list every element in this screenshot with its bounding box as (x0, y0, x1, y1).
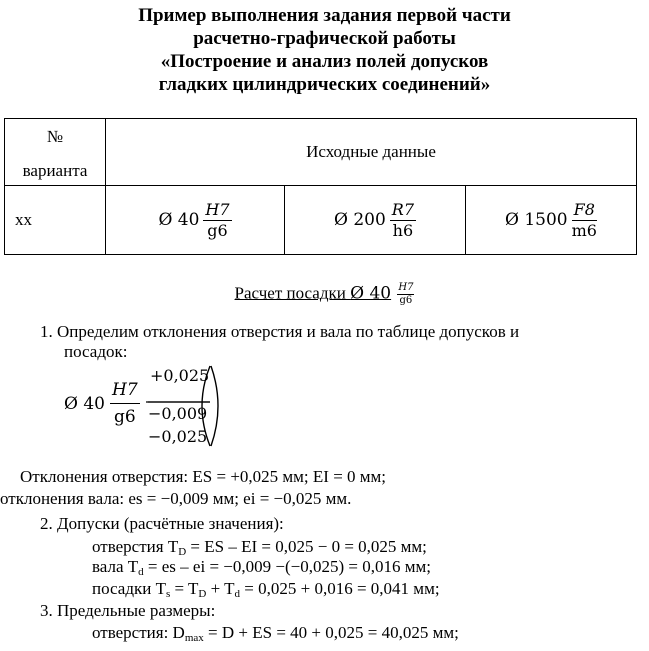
hole-deviations: Отклонения отверстия: ES = +0,025 мм; EI = 0 мм; (20, 467, 387, 486)
title-line-4: гладких цилиндрических соединений» (158, 74, 491, 95)
document-title (0, 4, 649, 96)
variant-number-header (5, 119, 106, 186)
title-line-3: «Построение и анализ полей допусков (160, 51, 489, 72)
fit-cell-2 (285, 186, 466, 255)
fit-calculation-heading (0, 283, 649, 306)
hole-upper-deviation: +0,025 (150, 366, 210, 385)
fit-shaft: m6 (571, 220, 597, 240)
fit-diameter: Ø 1500 (505, 210, 568, 230)
fit-tolerance: посадки $T_s = T_D + T_d = 0,025 + 0,016 = 0,041$ мм; (92, 579, 440, 600)
fit-diameter: Ø 200 (333, 210, 386, 230)
deviation-formula (64, 364, 234, 448)
heading-shaft: g6 (399, 295, 413, 306)
source-data-header: Исходные данные (106, 119, 637, 186)
fit-shaft: g6 (207, 220, 228, 240)
step-1-line-2: посадок: (64, 342, 128, 361)
step-2: 2. Допуски (расчётные значения): (40, 514, 284, 533)
shaft-deviations: отклонения вала: es = −0,009 мм; ei = −0,025 мм. (0, 489, 352, 508)
fit-hole: F8 (573, 199, 595, 219)
hole-limit-size: отверстия: $D_{max} = D$ + ES = 40 + 0,025 = 40,025 мм; (92, 623, 459, 644)
variant-label: варианта (22, 161, 88, 180)
deviation-shaft: g6 (113, 407, 136, 427)
shaft-lower-deviation: −0,025 (148, 427, 208, 446)
title-line-2: расчетно-графической работы (193, 28, 456, 49)
heading-hole: H7 (398, 282, 414, 293)
step-3: 3. Предельные размеры: (40, 601, 216, 620)
fit-cell-3 (466, 186, 637, 255)
source-data-table (4, 118, 637, 255)
hole-tolerance: отверстия $T_D$ = ES – EI = 0,025 − 0 = 0,025 мм; (92, 537, 427, 558)
heading-diameter: Ø 40 (350, 283, 392, 304)
shaft-tolerance: вала $T_d$ = es – ei = −0,009 −(−0,025) = 0,016 мм; (92, 557, 431, 578)
fit-hole: R7 (391, 199, 415, 219)
step-1-line-1: 1. Определим отклонения отверстия и вала по таблице допусков и (40, 322, 520, 341)
fit-hole: H7 (205, 199, 230, 219)
fit-diameter: Ø 40 (158, 210, 200, 230)
variant-cell: xx (5, 186, 106, 255)
shaft-upper-deviation: −0,009 (148, 404, 208, 423)
title-line-1: Пример выполнения задания первой части (138, 5, 511, 26)
heading-text: Расчет посадки (234, 283, 351, 303)
fit-cell-1 (106, 186, 285, 255)
fit-shaft: h6 (392, 220, 414, 240)
deviation-diameter: Ø 40 (64, 394, 105, 414)
number-sign: № (46, 127, 64, 146)
deviation-hole: H7 (110, 380, 140, 404)
